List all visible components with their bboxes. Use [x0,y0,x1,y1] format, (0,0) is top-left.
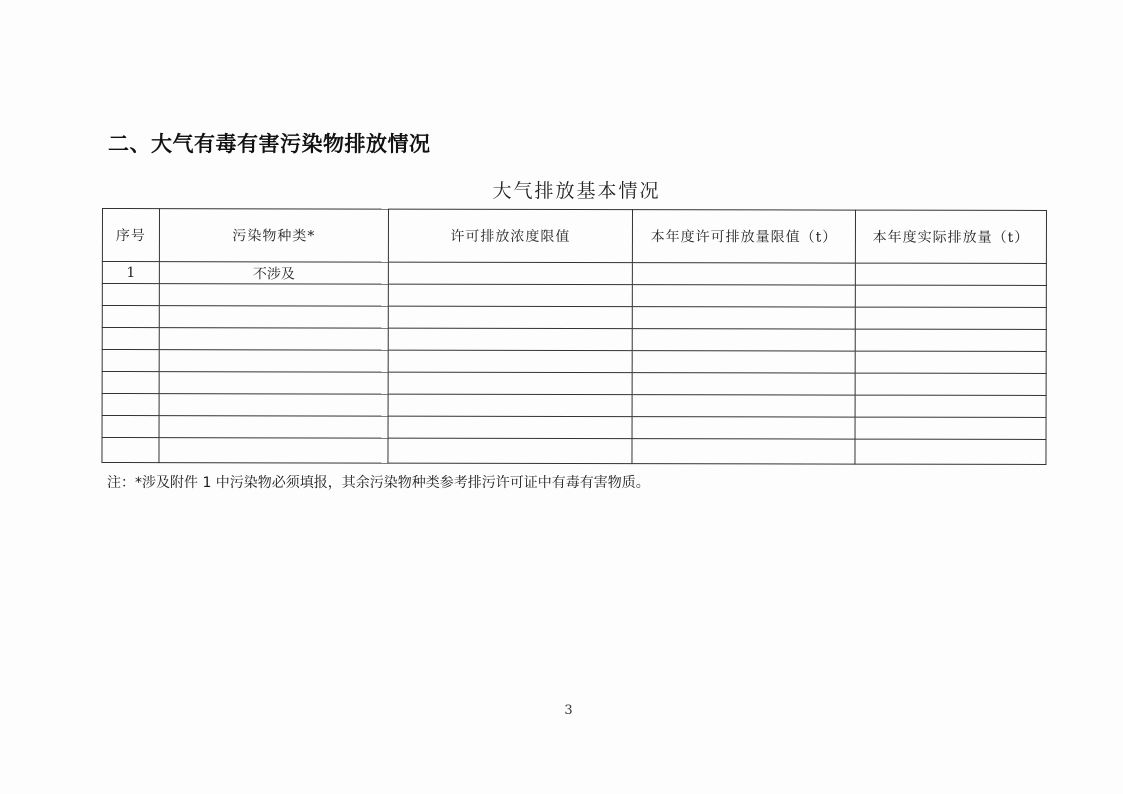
table-row [102,262,1046,286]
cell-serial-number [102,394,159,416]
cell-actual-emission [855,395,1046,417]
cell-serial-number [102,284,159,306]
cell-actual-emission [855,263,1046,285]
cell-concentration-limit [388,306,632,329]
cell-concentration-limit [388,284,632,307]
cell-serial-number: 1 [102,262,159,284]
cell-permitted-emission [632,395,855,417]
table-row [102,416,1046,440]
cell-concentration-limit [388,416,632,439]
cell-pollutant-type [159,350,388,372]
cell-actual-emission [855,307,1046,329]
cell-serial-number [102,416,159,438]
cell-concentration-limit [388,350,632,373]
cell-concentration-limit [388,438,632,464]
cell-serial-number [102,328,159,350]
cell-pollutant-type: 不涉及 [159,262,388,284]
cell-permitted-emission [632,263,855,285]
cell-permitted-emission [632,439,855,464]
cell-actual-emission [855,373,1046,395]
cell-actual-emission [855,351,1046,373]
cell-permitted-emission [632,329,855,351]
header-permitted-annual-emission-limit: 本年度许可排放量限值（t） [632,210,855,263]
cell-serial-number [102,350,159,372]
header-serial-number: 序号 [102,209,159,262]
cell-pollutant-type [159,372,388,394]
cell-permitted-emission [632,417,855,439]
cell-permitted-emission [632,307,855,329]
table-row [102,306,1046,330]
emissions-table [101,208,1047,465]
cell-permitted-emission [632,373,855,395]
table-row [102,284,1046,308]
cell-actual-emission [855,417,1046,439]
cell-pollutant-type [159,416,388,438]
table-row [102,350,1046,374]
section-heading: 二、大气有毒有害污染物排放情况 [108,132,431,156]
cell-pollutant-type [159,284,388,306]
cell-concentration-limit [388,372,632,395]
cell-serial-number [102,306,159,328]
cell-concentration-limit [388,328,632,351]
cell-concentration-limit [388,262,632,285]
cell-pollutant-type [159,328,388,350]
table-row [102,328,1046,352]
cell-pollutant-type [159,306,388,328]
table-row [102,372,1046,396]
table-footnote: 注：*涉及附件 1 中污染物必须填报，其余污染物种类参考排污许可证中有毒有害物质。 [107,475,650,491]
table-row [102,394,1046,418]
table-caption: 大气排放基本情况 [492,180,661,202]
cell-pollutant-type [159,438,388,463]
cell-actual-emission [855,285,1046,307]
cell-actual-emission [855,329,1046,351]
cell-concentration-limit [388,394,632,417]
cell-permitted-emission [632,285,855,307]
cell-actual-emission [855,439,1046,464]
header-actual-annual-emission: 本年度实际排放量（t） [855,210,1046,263]
header-permitted-concentration-limit: 许可排放浓度限值 [388,209,632,263]
cell-serial-number [102,438,159,463]
page-number: 3 [564,703,573,718]
table-row [102,438,1046,465]
cell-permitted-emission [632,351,855,373]
cell-serial-number [102,372,159,394]
cell-pollutant-type [159,394,388,416]
header-pollutant-type: 污染物种类* [159,209,388,262]
table-header-row [102,209,1046,264]
